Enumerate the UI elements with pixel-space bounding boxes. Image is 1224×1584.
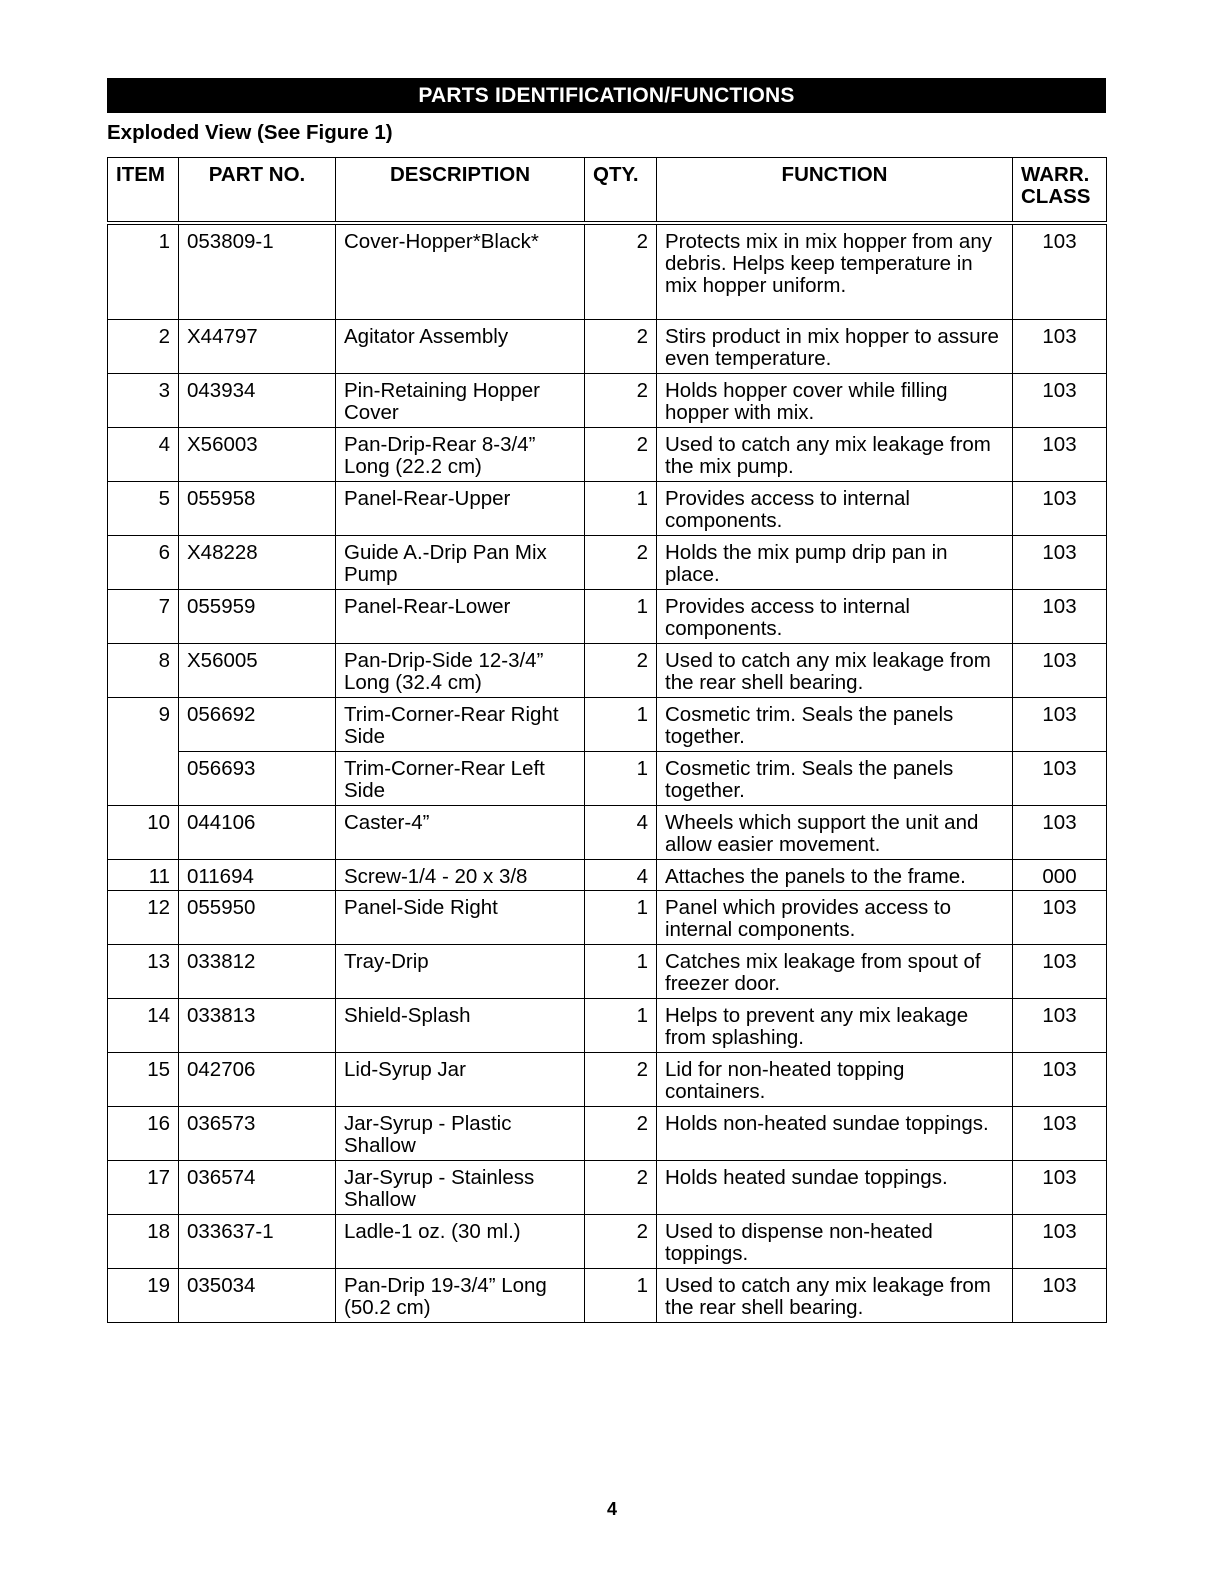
table-row — [108, 805, 1107, 859]
item-number: 2 — [108, 319, 179, 373]
quantity: 2 — [585, 1106, 657, 1160]
table-row — [108, 890, 1107, 944]
warranty-class: 103 — [1013, 1160, 1107, 1214]
warranty-class: 103 — [1013, 1214, 1107, 1268]
table-row — [108, 1106, 1107, 1160]
part-description: Pan-Drip-Side 12-3/4” Long (32.4 cm) — [336, 643, 585, 697]
part-function: Attaches the panels to the frame. — [657, 859, 1013, 890]
item-number: 7 — [108, 589, 179, 643]
part-number: X48228 — [179, 535, 336, 589]
quantity: 2 — [585, 1052, 657, 1106]
table-row — [108, 751, 1107, 805]
item-number: 10 — [108, 805, 179, 859]
quantity: 1 — [585, 890, 657, 944]
part-description: Jar-Syrup - Plastic Shallow — [336, 1106, 585, 1160]
part-description: Guide A.-Drip Pan Mix Pump — [336, 535, 585, 589]
table-row — [108, 223, 1107, 319]
warranty-class: 103 — [1013, 319, 1107, 373]
item-number: 5 — [108, 481, 179, 535]
part-number: 053809-1 — [179, 223, 336, 319]
part-number: X56005 — [179, 643, 336, 697]
item-number: 4 — [108, 427, 179, 481]
table-row — [108, 944, 1107, 998]
part-number: 035034 — [179, 1268, 336, 1322]
part-number: 056692 — [179, 697, 336, 751]
part-number: 044106 — [179, 805, 336, 859]
warranty-class: 103 — [1013, 944, 1107, 998]
column-header-warranty-class — [1013, 158, 1107, 224]
part-function: Wheels which support the unit and allow easier movement. — [657, 805, 1013, 859]
part-description: Cover-Hopper*Black* — [336, 223, 585, 319]
quantity: 1 — [585, 751, 657, 805]
part-function: Catches mix leakage from spout of freezer door. — [657, 944, 1013, 998]
section-banner — [107, 78, 1106, 113]
warranty-class: 103 — [1013, 1106, 1107, 1160]
item-number: 8 — [108, 643, 179, 697]
table-row — [108, 1160, 1107, 1214]
warranty-class: 103 — [1013, 805, 1107, 859]
warranty-class: 103 — [1013, 643, 1107, 697]
part-description: Panel-Side Right — [336, 890, 585, 944]
quantity: 1 — [585, 589, 657, 643]
item-number: 14 — [108, 998, 179, 1052]
quantity: 4 — [585, 859, 657, 890]
part-number: 033637-1 — [179, 1214, 336, 1268]
table-row — [108, 319, 1107, 373]
part-description: Ladle-1 oz. (30 ml.) — [336, 1214, 585, 1268]
table-row — [108, 1214, 1107, 1268]
table-header-row — [108, 158, 1107, 224]
item-number: 13 — [108, 944, 179, 998]
item-number: 19 — [108, 1268, 179, 1322]
part-function: Used to dispense non-heated toppings. — [657, 1214, 1013, 1268]
part-description: Pan-Drip-Rear 8-3/4” Long (22.2 cm) — [336, 427, 585, 481]
part-description: Shield-Splash — [336, 998, 585, 1052]
part-description: Trim-Corner-Rear Right Side — [336, 697, 585, 751]
part-function: Used to catch any mix leakage from the rear shell bearing. — [657, 1268, 1013, 1322]
part-number: 056693 — [179, 751, 336, 805]
quantity: 2 — [585, 319, 657, 373]
warranty-class: 103 — [1013, 589, 1107, 643]
table-row — [108, 1268, 1107, 1322]
table-row — [108, 481, 1107, 535]
part-function: Used to catch any mix leakage from the rear shell bearing. — [657, 643, 1013, 697]
column-header-item: ITEM — [108, 158, 179, 224]
quantity: 2 — [585, 1214, 657, 1268]
part-number: 055950 — [179, 890, 336, 944]
parts-table — [107, 157, 1107, 1323]
warranty-class: 103 — [1013, 481, 1107, 535]
part-number: 055958 — [179, 481, 336, 535]
part-number: 043934 — [179, 373, 336, 427]
table-row — [108, 697, 1107, 751]
table-row — [108, 1052, 1107, 1106]
part-function: Helps to prevent any mix leakage from splashing. — [657, 998, 1013, 1052]
part-description: Jar-Syrup - Stainless Shallow — [336, 1160, 585, 1214]
part-number: 055959 — [179, 589, 336, 643]
quantity: 1 — [585, 944, 657, 998]
warranty-class: 103 — [1013, 373, 1107, 427]
column-header-description: DESCRIPTION — [336, 158, 585, 224]
part-description: Caster-4” — [336, 805, 585, 859]
item-number: 18 — [108, 1214, 179, 1268]
item-number: 15 — [108, 1052, 179, 1106]
part-description: Panel-Rear-Lower — [336, 589, 585, 643]
warranty-header-line2: CLASS — [1021, 185, 1091, 208]
item-number: 11 — [108, 859, 179, 890]
part-function: Cosmetic trim. Seals the panels together. — [657, 751, 1013, 805]
table-row — [108, 535, 1107, 589]
warranty-class: 103 — [1013, 751, 1107, 805]
part-number: 011694 — [179, 859, 336, 890]
part-function: Lid for non-heated topping containers. — [657, 1052, 1013, 1106]
part-description: Trim-Corner-Rear Left Side — [336, 751, 585, 805]
part-description: Agitator Assembly — [336, 319, 585, 373]
warranty-class: 103 — [1013, 998, 1107, 1052]
part-function: Holds non-heated sundae toppings. — [657, 1106, 1013, 1160]
part-function: Protects mix in mix hopper from any debris. Helps keep temperature in mix hopper uniform. — [657, 223, 1013, 319]
part-number: 033813 — [179, 998, 336, 1052]
item-number: 3 — [108, 373, 179, 427]
item-number: 16 — [108, 1106, 179, 1160]
part-function: Panel which provides access to internal components. — [657, 890, 1013, 944]
quantity: 1 — [585, 1268, 657, 1322]
part-function: Provides access to internal components. — [657, 481, 1013, 535]
table-row — [108, 427, 1107, 481]
column-header-qty: QTY. — [585, 158, 657, 224]
quantity: 4 — [585, 805, 657, 859]
part-number: 042706 — [179, 1052, 336, 1106]
part-description: Panel-Rear-Upper — [336, 481, 585, 535]
part-description: Tray-Drip — [336, 944, 585, 998]
part-number: 036574 — [179, 1160, 336, 1214]
quantity: 1 — [585, 998, 657, 1052]
part-description: Pin-Retaining Hopper Cover — [336, 373, 585, 427]
part-function: Holds hopper cover while filling hopper with mix. — [657, 373, 1013, 427]
table-row — [108, 373, 1107, 427]
section-title: PARTS IDENTIFICATION/FUNCTIONS — [418, 83, 795, 107]
part-function: Provides access to internal components. — [657, 589, 1013, 643]
part-number: X56003 — [179, 427, 336, 481]
item-number: 9 — [108, 697, 179, 805]
column-header-part-no: PART NO. — [179, 158, 336, 224]
exploded-view-heading: Exploded View (See Figure 1) — [107, 121, 393, 144]
item-number: 17 — [108, 1160, 179, 1214]
part-function: Used to catch any mix leakage from the mix pump. — [657, 427, 1013, 481]
page-number: 4 — [606, 1499, 617, 1519]
quantity: 2 — [585, 643, 657, 697]
warranty-class: 103 — [1013, 223, 1107, 319]
part-description: Screw-1/4 - 20 x 3/8 — [336, 859, 585, 890]
part-number: 036573 — [179, 1106, 336, 1160]
part-function: Holds the mix pump drip pan in place. — [657, 535, 1013, 589]
table-row — [108, 589, 1107, 643]
quantity: 2 — [585, 223, 657, 319]
table-row — [108, 998, 1107, 1052]
quantity: 2 — [585, 373, 657, 427]
warranty-class: 103 — [1013, 535, 1107, 589]
warranty-class: 103 — [1013, 890, 1107, 944]
warranty-class: 000 — [1013, 859, 1107, 890]
item-number: 1 — [108, 223, 179, 319]
part-function: Cosmetic trim. Seals the panels together. — [657, 697, 1013, 751]
part-function: Holds heated sundae toppings. — [657, 1160, 1013, 1214]
item-number: 6 — [108, 535, 179, 589]
column-header-function: FUNCTION — [657, 158, 1013, 224]
quantity: 2 — [585, 1160, 657, 1214]
quantity: 2 — [585, 535, 657, 589]
warranty-header-line1: WARR. — [1021, 163, 1090, 186]
part-number: 033812 — [179, 944, 336, 998]
warranty-class: 103 — [1013, 427, 1107, 481]
item-number: 12 — [108, 890, 179, 944]
quantity: 1 — [585, 697, 657, 751]
quantity: 2 — [585, 427, 657, 481]
part-description: Pan-Drip 19-3/4” Long (50.2 cm) — [336, 1268, 585, 1322]
warranty-class: 103 — [1013, 697, 1107, 751]
table-row — [108, 643, 1107, 697]
warranty-class: 103 — [1013, 1268, 1107, 1322]
table-row — [108, 859, 1107, 890]
part-function: Stirs product in mix hopper to assure even temperature. — [657, 319, 1013, 373]
warranty-class: 103 — [1013, 1052, 1107, 1106]
quantity: 1 — [585, 481, 657, 535]
part-description: Lid-Syrup Jar — [336, 1052, 585, 1106]
part-number: X44797 — [179, 319, 336, 373]
